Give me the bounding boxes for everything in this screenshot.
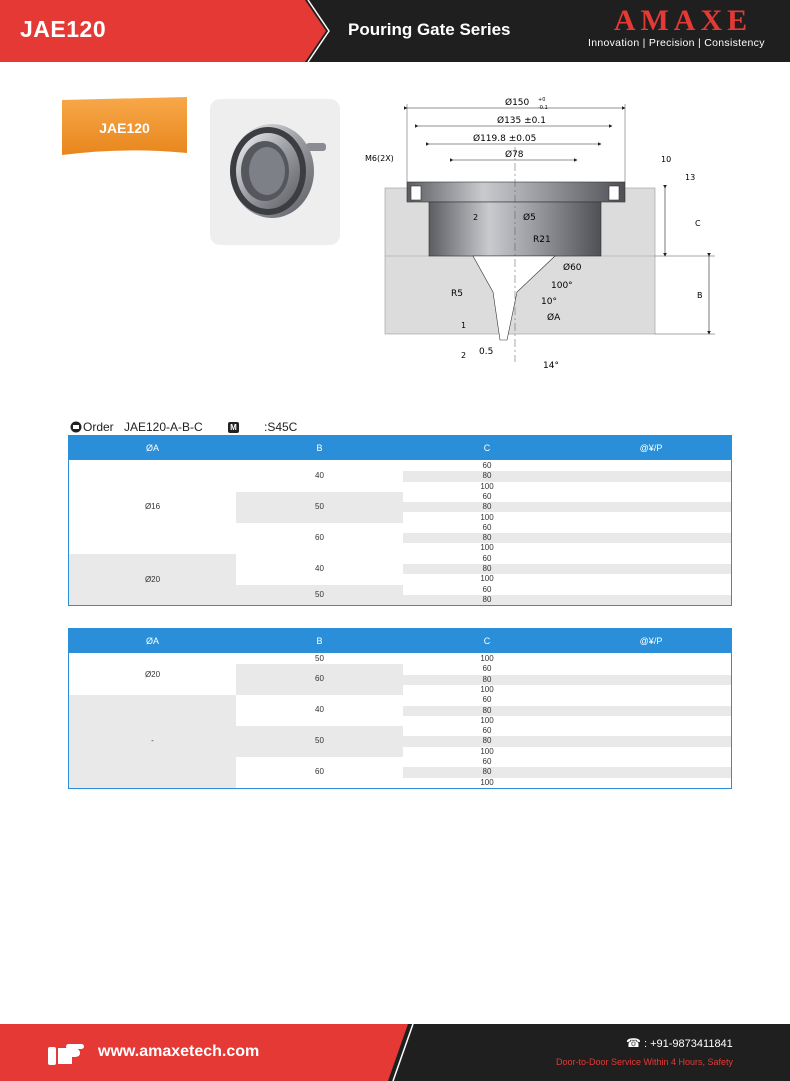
cell-c: 100 bbox=[480, 512, 494, 522]
series-title: Pouring Gate Series bbox=[348, 20, 511, 39]
cell-price bbox=[571, 675, 731, 685]
sprue-bushing-render bbox=[210, 99, 340, 245]
cell-price bbox=[571, 654, 731, 664]
cell-c: 100 bbox=[480, 654, 494, 663]
header-b: B bbox=[316, 443, 323, 453]
cell-c: 60 bbox=[482, 522, 492, 532]
website-link[interactable]: www.amaxetech.com bbox=[98, 1043, 260, 1060]
cell-c: 80 bbox=[403, 675, 571, 685]
cell-c: 60 bbox=[482, 757, 492, 766]
tol-150-bottom: -0.1 bbox=[538, 105, 548, 111]
dim-13: 13 bbox=[685, 173, 696, 182]
telephone-icon: ☎ bbox=[626, 1036, 641, 1050]
cell-price bbox=[571, 595, 731, 605]
brand-logo bbox=[588, 6, 778, 49]
header-a: ØA bbox=[145, 443, 159, 453]
phone-number: : +91-9873411841 bbox=[644, 1038, 733, 1050]
dim-10: 10 bbox=[661, 155, 672, 164]
cell-c: 100 bbox=[480, 746, 494, 756]
cell-price bbox=[571, 778, 731, 788]
order-code: JAE120-A-B-C bbox=[124, 420, 203, 434]
cell-a: Ø16 bbox=[144, 502, 161, 511]
cell-b: 50 bbox=[315, 654, 324, 663]
table-header bbox=[69, 436, 731, 460]
page-header bbox=[0, 0, 790, 62]
angle-10: 10° bbox=[541, 297, 557, 307]
cell-c: 60 bbox=[482, 726, 492, 736]
header-price: @¥/P bbox=[639, 636, 663, 646]
cell-price bbox=[571, 716, 731, 726]
header-b: B bbox=[316, 636, 323, 646]
cell-price bbox=[571, 543, 731, 553]
cell-b: 50 bbox=[236, 492, 403, 523]
service-note: Door-to-Door Service Within 4 Hours, Safety bbox=[556, 1057, 734, 1067]
cell-c: 60 bbox=[482, 491, 492, 501]
dim-phi5: Ø5 bbox=[523, 213, 536, 223]
dim-r21: R21 bbox=[533, 235, 551, 245]
cell-price bbox=[571, 747, 731, 757]
cell-b: 60 bbox=[315, 767, 324, 776]
dim-2-top: 2 bbox=[473, 213, 479, 222]
header-a: ØA bbox=[145, 636, 159, 646]
cell-price bbox=[571, 513, 731, 523]
cell-price bbox=[571, 736, 731, 746]
cell-c: 80 bbox=[403, 564, 571, 574]
cell-price bbox=[571, 585, 731, 595]
cell-price bbox=[571, 767, 731, 777]
cell-c: 60 bbox=[482, 695, 492, 705]
cell-price bbox=[571, 685, 731, 695]
dim-1: 1 bbox=[461, 321, 467, 330]
cell-a: - bbox=[69, 695, 236, 788]
product-code-title: JAE120 bbox=[20, 16, 107, 42]
tol-150-top: +0 bbox=[538, 97, 546, 103]
dim-78: Ø78 bbox=[505, 150, 524, 160]
product-tag-label: JAE120 bbox=[99, 120, 150, 136]
cell-b: 40 bbox=[315, 705, 324, 715]
dim-135: Ø135 ±0.1 bbox=[497, 116, 546, 126]
cell-b: 40 bbox=[315, 563, 324, 573]
dim-c: C bbox=[695, 219, 701, 228]
order-label: Order bbox=[83, 420, 114, 434]
dim-r5: R5 bbox=[451, 289, 463, 299]
cell-price bbox=[571, 664, 731, 674]
price-table-1 bbox=[68, 435, 732, 606]
dim-119-8: Ø119.8 ±0.05 bbox=[473, 134, 537, 144]
dim-b: B bbox=[697, 291, 703, 300]
cell-c: 80 bbox=[403, 706, 571, 716]
cell-c: 80 bbox=[403, 767, 571, 777]
cell-c: 100 bbox=[480, 715, 494, 725]
angle-14: 14° bbox=[543, 361, 559, 371]
cell-c: 80 bbox=[403, 471, 571, 481]
table-header bbox=[69, 629, 731, 653]
dim-phiA: ØA bbox=[547, 313, 561, 323]
cell-price bbox=[571, 757, 731, 767]
cell-price bbox=[571, 523, 731, 533]
dim-150: Ø150 bbox=[505, 98, 530, 108]
cell-price bbox=[571, 554, 731, 564]
pointing-hand-icon bbox=[46, 1038, 86, 1068]
cell-price bbox=[571, 706, 731, 716]
cell-price bbox=[571, 492, 731, 502]
cell-a: Ø20 bbox=[69, 554, 236, 606]
cell-c: 100 bbox=[480, 543, 494, 553]
header-price: @¥/P bbox=[639, 443, 663, 453]
cell-b: 50 bbox=[236, 585, 403, 606]
cell-c: 60 bbox=[482, 553, 492, 563]
dim-0-5: 0.5 bbox=[479, 347, 494, 357]
cell-price bbox=[571, 533, 731, 543]
cell-c: 100 bbox=[480, 574, 494, 584]
material-icon: M bbox=[228, 422, 239, 433]
cell-b: 60 bbox=[315, 532, 324, 542]
cell-b: 40 bbox=[315, 471, 324, 480]
cell-c: 80 bbox=[403, 502, 571, 512]
technical-drawing bbox=[355, 92, 775, 387]
product-photo bbox=[210, 99, 340, 245]
header-c: C bbox=[483, 443, 491, 453]
cell-c: 80 bbox=[403, 533, 571, 543]
brand-name: AMAXE bbox=[613, 4, 753, 37]
brand-tagline: Innovation | Precision | Consistency bbox=[588, 37, 765, 49]
cell-price bbox=[571, 564, 731, 574]
phone-icon bbox=[70, 421, 82, 433]
cell-c: 80 bbox=[403, 595, 571, 605]
cell-c: 100 bbox=[480, 777, 494, 787]
cell-b: 50 bbox=[236, 726, 403, 757]
cell-price bbox=[571, 461, 731, 471]
dim-2-bottom: 2 bbox=[461, 351, 467, 360]
material-value: :S45C bbox=[264, 420, 298, 434]
dim-phi60: Ø60 bbox=[563, 263, 582, 273]
cell-price bbox=[571, 482, 731, 492]
cell-c: 60 bbox=[482, 584, 492, 594]
cell-price bbox=[571, 695, 731, 705]
cell-price bbox=[571, 574, 731, 584]
angle-100: 100° bbox=[551, 281, 573, 291]
cell-c: 80 bbox=[403, 736, 571, 746]
cell-c: 100 bbox=[480, 684, 494, 694]
cell-c: 60 bbox=[482, 664, 492, 674]
price-table-2 bbox=[68, 628, 732, 789]
cell-b: 60 bbox=[236, 664, 403, 695]
cell-c: 60 bbox=[482, 461, 492, 470]
cell-a: Ø20 bbox=[144, 670, 161, 679]
cell-price bbox=[571, 471, 731, 481]
header-c: C bbox=[483, 636, 491, 646]
cell-price bbox=[571, 502, 731, 512]
cell-price bbox=[571, 726, 731, 736]
thread-note: M6(2X) bbox=[365, 154, 394, 163]
page-footer bbox=[0, 1024, 790, 1081]
cell-c: 100 bbox=[480, 481, 494, 491]
